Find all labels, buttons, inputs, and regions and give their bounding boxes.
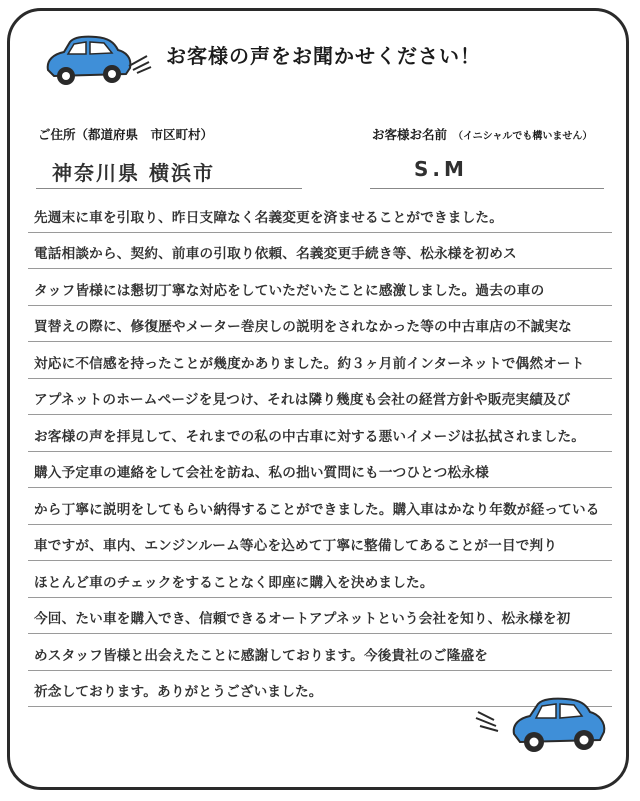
message-text: お客様の声を拝見して、それまでの私の中古車に対する悪いイメージは払拭されました。 bbox=[34, 428, 586, 445]
message-line bbox=[28, 598, 612, 635]
message-text: 祈念しております。ありがとうございました。 bbox=[34, 684, 323, 700]
message-line bbox=[28, 561, 612, 598]
speed-lines-icon bbox=[474, 706, 508, 732]
name-label-text: お客様お名前 bbox=[372, 127, 448, 142]
address-field bbox=[36, 150, 302, 189]
message-text: 対応に不信感を持ったことが幾度かありました。約３ヶ月前インターネットで偶然オート bbox=[34, 355, 585, 372]
message-text: 先週末に車を引取り、昨日支障なく名義変更を済ませることができました。 bbox=[34, 209, 503, 226]
message-line bbox=[28, 196, 612, 233]
car-icon bbox=[508, 694, 608, 756]
message-line bbox=[28, 342, 612, 379]
message-line bbox=[28, 525, 612, 562]
message-line bbox=[28, 269, 612, 306]
address-label: ご住所（都道府県 市区町村） bbox=[38, 127, 214, 142]
car-icon bbox=[40, 34, 134, 90]
message-line bbox=[28, 379, 612, 416]
message-text: 車ですが、車内、エンジンルーム等心を込めて丁寧に整備してあることが一目で判り bbox=[34, 538, 558, 554]
name-label bbox=[372, 125, 592, 143]
message-line bbox=[28, 488, 612, 525]
address-value: 神奈川県 横浜市 bbox=[52, 161, 215, 185]
message-area bbox=[28, 196, 612, 707]
speed-lines-icon bbox=[125, 52, 153, 74]
message-text: ほとんど車のチェックをすることなく即座に購入を決めました。 bbox=[34, 574, 434, 591]
message-text: から丁寧に説明をしてもらい納得することができました。購入車はかなり年数が経っている bbox=[34, 501, 600, 518]
message-text: 今回、たい車を購入でき、信頼できるオートアプネットという会社を知り、松永様を初 bbox=[34, 611, 571, 627]
message-line bbox=[28, 306, 612, 343]
message-line bbox=[28, 452, 612, 489]
name-value: S.M bbox=[414, 157, 468, 181]
name-note: （イニシャルでも構いません） bbox=[453, 131, 593, 142]
message-text: めスタッフ皆様と出会えたことに感謝しております。今後貴社のご隆盛を bbox=[34, 647, 489, 664]
page-title: お客様の声をお聞かせください！ bbox=[166, 44, 481, 68]
message-text: 電話相談から、契約、前車の引取り依頼、名義変更手続き等、松永様を初めス bbox=[34, 246, 517, 262]
message-line bbox=[28, 634, 612, 671]
message-line bbox=[28, 233, 612, 270]
message-text: 購入予定車の連絡をして会社を訪ね、私の拙い質問にも一つひとつ松永様 bbox=[34, 465, 489, 481]
message-line bbox=[28, 415, 612, 452]
message-text: アプネットのホームページを見つけ、それは隣り幾度も会社の経営方針や販売実績及び bbox=[34, 392, 571, 408]
message-text: タッフ皆様には懇切丁寧な対応をしていただいたことに感激しました。過去の車の bbox=[34, 282, 545, 299]
message-text: 買替えの際に、修復歴やメーター巻戻しの説明をされなかった等の中古車店の不誠実な bbox=[34, 319, 572, 335]
name-field bbox=[370, 150, 604, 189]
